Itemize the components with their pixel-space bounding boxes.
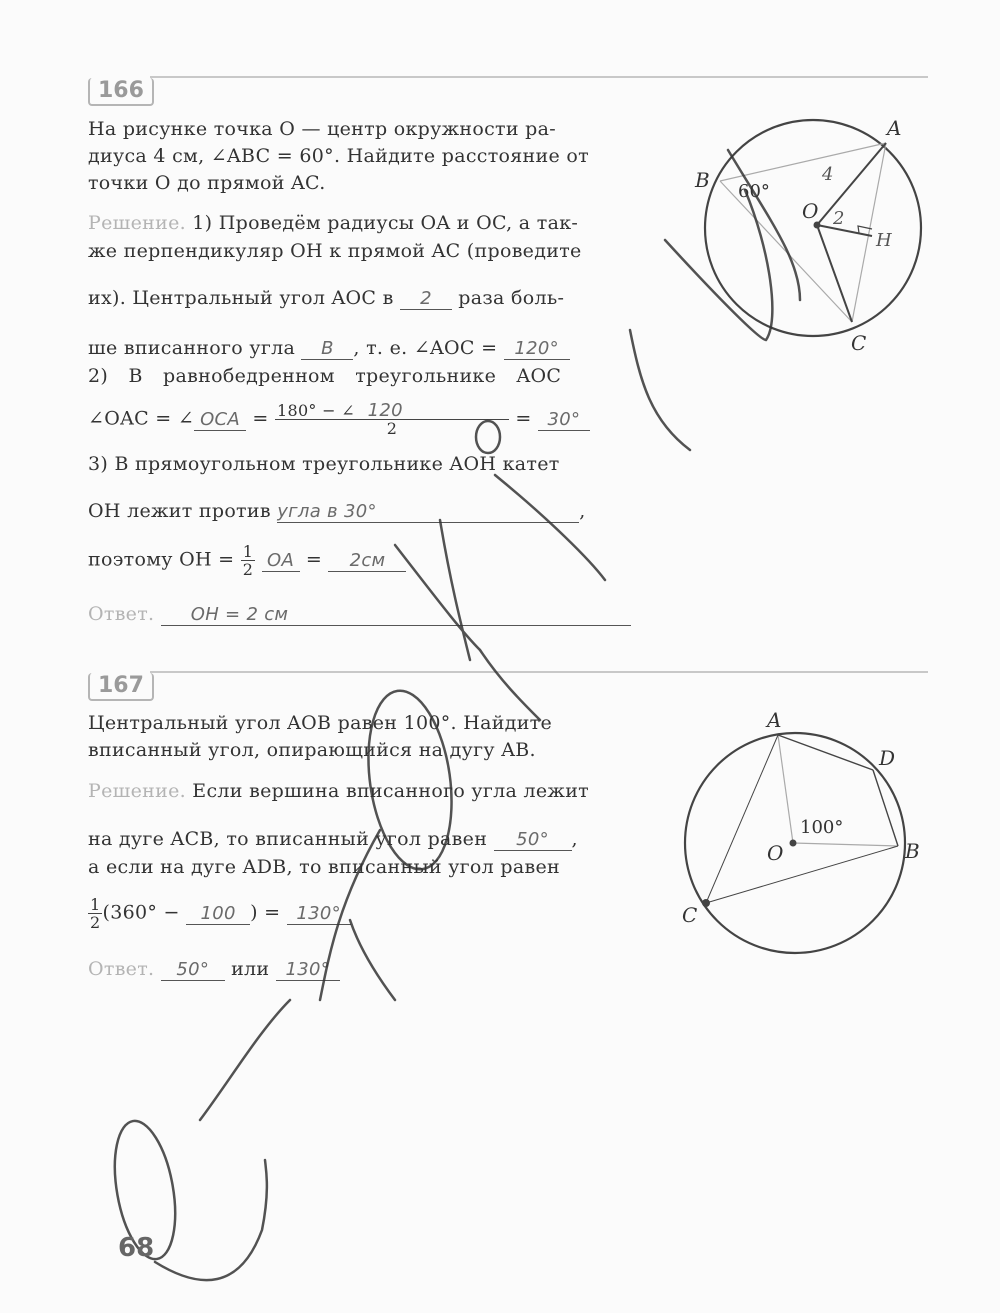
text: поэтому OH = bbox=[88, 548, 235, 571]
answer-blank-adb[interactable]: 130° bbox=[287, 903, 351, 925]
text: OH лежит против bbox=[88, 500, 271, 522]
problem-167-statement-line-1: Центральный угол AOB равен 100°. Найдите bbox=[88, 712, 553, 734]
answer-field-166[interactable]: OH = 2 см bbox=[161, 604, 631, 626]
solution-166-line-7: 3) В прямоугольном треугольнике AOH катет bbox=[88, 453, 560, 475]
fraction-half: $\frac{1}{2}$ bbox=[242, 542, 254, 579]
solution-167-line-2: на дуге ACB, то вписанный угол равен 50° , bbox=[88, 828, 578, 850]
problem-166-statement-line-3: точки O до прямой AC. bbox=[88, 172, 326, 194]
solution-166-line-6: ∠OAC = ∠ OCA = $\frac{180^\circ - \angle 120}{2}$ = 30° bbox=[88, 402, 590, 437]
fraction-half: $\frac{1}{2}$ bbox=[90, 895, 101, 932]
solution-label: Решение. bbox=[88, 780, 186, 802]
problem-167-statement-line-2: вписанный угол, опирающийся на дугу AB. bbox=[88, 739, 536, 761]
label-D: D bbox=[879, 746, 896, 770]
figure-167 bbox=[685, 733, 905, 953]
solution-label: Решение. bbox=[88, 212, 186, 234]
solution-text: 1) Проведём радиусы OA и OC, а так- bbox=[192, 212, 579, 234]
label-60deg: 60° bbox=[738, 181, 770, 202]
answer-blank-frac[interactable]: 120 bbox=[367, 400, 403, 421]
solution-166-line-9: поэтому OH = $\frac{1}{2}$ OA = 2см bbox=[88, 543, 406, 578]
text: , т. е. ∠AOC = bbox=[353, 337, 498, 359]
answer-label: Ответ. bbox=[88, 958, 155, 980]
text: ∠OAC = ∠ bbox=[88, 407, 195, 430]
label-B: B bbox=[695, 168, 710, 192]
solution-167-line-3: а если на дуге ADB, то вписанный угол равен bbox=[88, 856, 560, 878]
solution-166-line-8: OH лежит против угла в 30° , bbox=[88, 500, 586, 522]
or-text: или bbox=[231, 958, 270, 980]
text: раза боль- bbox=[458, 287, 565, 309]
answer-blank-oa[interactable]: OA bbox=[262, 550, 300, 572]
solution-166-line-2: же перпендикуляр OH к прямой AC (проведите bbox=[88, 240, 582, 262]
label-100deg: 100° bbox=[800, 817, 844, 838]
fraction-numerator: 180° − ∠ 120 bbox=[275, 402, 509, 420]
text: их). Центральный угол AOC в bbox=[88, 287, 394, 309]
answer-blank-oac-result[interactable]: 30° bbox=[538, 409, 590, 431]
label-O: O bbox=[767, 841, 784, 865]
answer-blank-aoc[interactable]: 120° bbox=[504, 338, 570, 360]
problem-number-167: 167 bbox=[88, 673, 154, 701]
answer-blank-inscribed-angle[interactable]: B bbox=[301, 338, 353, 360]
answer-blank-lies-opposite[interactable]: угла в 30° bbox=[277, 501, 579, 523]
answer-label: Ответ. bbox=[88, 603, 155, 625]
label-A: A bbox=[767, 708, 782, 732]
solution-text: Если вершина вписанного угла лежит bbox=[192, 780, 589, 802]
answer-blank-arc[interactable]: 100 bbox=[186, 903, 250, 925]
label-alpha: 2 bbox=[833, 208, 845, 229]
text: на дуге ACB, то вписанный угол равен bbox=[88, 828, 488, 850]
fraction-denominator: 2 bbox=[386, 419, 398, 438]
problem-166-statement-line-2: диуса 4 см, ∠ABC = 60°. Найдите расстояние от bbox=[88, 145, 589, 167]
label-C: C bbox=[682, 903, 698, 927]
problem-166-statement-line-1: На рисунке точка O — центр окружности ра- bbox=[88, 118, 556, 140]
label-4: 4 bbox=[822, 164, 834, 185]
answer-blank-acb[interactable]: 50° bbox=[494, 829, 572, 851]
text: ше вписанного угла bbox=[88, 337, 296, 359]
figure-166 bbox=[705, 120, 921, 336]
label-H: H bbox=[876, 230, 892, 251]
text: ) = bbox=[250, 901, 281, 924]
answer-blank-oh[interactable]: 2см bbox=[328, 550, 406, 572]
text: (360° − bbox=[102, 901, 180, 924]
label-C: C bbox=[851, 331, 867, 355]
label-O: O bbox=[802, 199, 819, 223]
answer-field-167-1[interactable]: 50° bbox=[161, 959, 225, 981]
answer-blank-times[interactable]: 2 bbox=[400, 288, 452, 310]
solution-166-line-5: 2) В равнобедренном треугольнике AOC bbox=[88, 365, 562, 387]
label-B: B bbox=[905, 839, 920, 863]
problem-number-166: 166 bbox=[88, 78, 154, 106]
page-number: 68 bbox=[118, 1233, 155, 1263]
label-A: A bbox=[887, 116, 902, 140]
pencil-scribbles bbox=[105, 150, 800, 1280]
answer-blank-oac-angle[interactable]: OCA bbox=[194, 409, 246, 431]
answer-field-167-2[interactable]: 130° bbox=[276, 959, 340, 981]
